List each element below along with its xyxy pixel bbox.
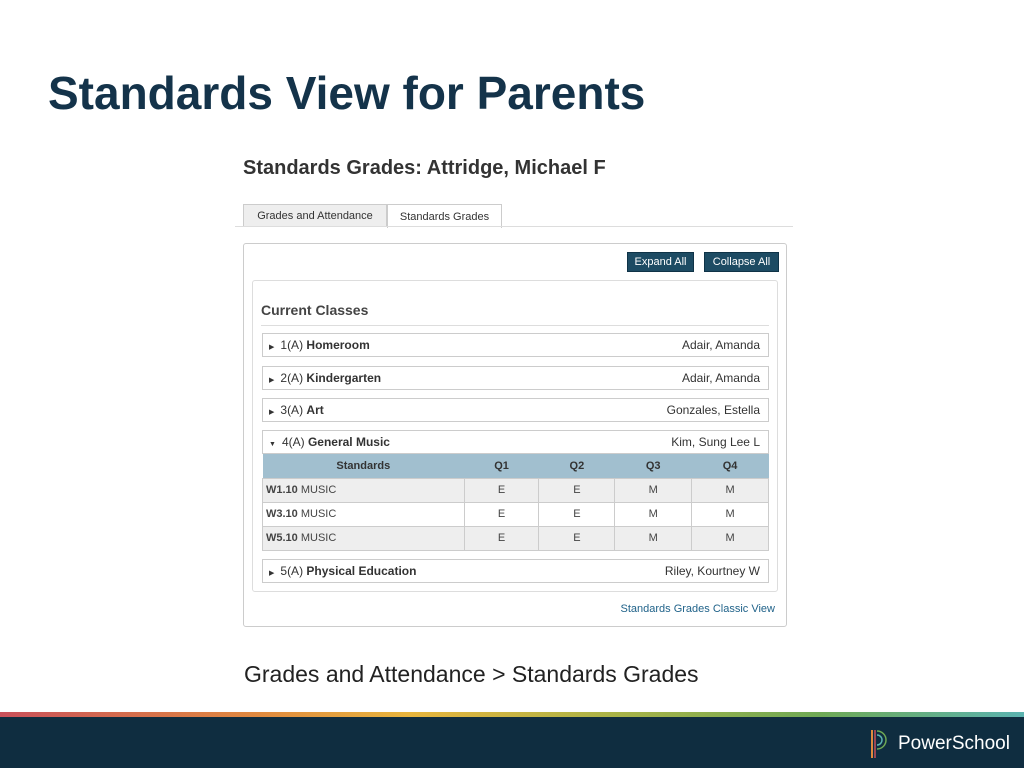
tab-standards-grades[interactable]: Standards Grades [387,204,502,228]
caret-right-icon: ▶ [269,409,275,416]
powerschool-p-icon [870,729,890,759]
class-name: Physical Education [306,564,417,578]
standard-cell: W5.10 MUSIC [263,526,465,550]
grade-cell: E [464,526,539,550]
column-header: Q4 [692,454,769,478]
teacher-name: Adair, Amanda [681,371,760,385]
caret-right-icon: ▶ [269,377,275,384]
class-name: General Music [307,435,390,449]
grade-cell: M [615,502,692,526]
grade-cell: M [692,478,769,502]
tab-grades-and-attendance[interactable]: Grades and Attendance [243,204,387,227]
table-row [263,502,769,526]
column-header: Standards [263,454,465,478]
navigation-caption: Grades and Attendance > Standards Grades [244,661,699,687]
class-row[interactable] [262,398,769,422]
grade-cell: M [692,526,769,550]
column-header: Q2 [539,454,615,478]
column-header: Q3 [615,454,692,478]
teacher-name: Kim, Sung Lee L [671,435,760,449]
grade-cell: E [539,478,615,502]
class-name: Homeroom [306,338,370,352]
standard-cell: W3.10 MUSIC [263,502,465,526]
classic-view-link[interactable]: Standards Grades Classic View [620,603,775,615]
table-header [263,454,769,478]
table-row [263,526,769,550]
column-header: Q1 [464,454,539,478]
class-code: 5(A) [280,564,304,578]
teacher-name: Riley, Kourtney W [664,564,760,578]
class-row-expanded[interactable] [262,430,769,454]
standards-table [262,454,769,551]
class-row[interactable] [262,366,769,390]
grade-cell: E [539,502,615,526]
grade-cell: E [539,526,615,550]
class-row[interactable] [262,333,769,357]
powerschool-logo [870,729,1010,759]
grade-cell: M [692,502,769,526]
grade-cell: E [464,502,539,526]
caret-down-icon: ▼ [269,441,276,448]
class-row[interactable] [262,559,769,583]
teacher-name: Gonzales, Estella [666,403,760,417]
class-code: 3(A) [280,403,304,417]
standard-cell: W1.10 MUSIC [263,478,465,502]
class-name: Kindergarten [306,371,382,385]
table-row [263,478,769,502]
grade-cell: E [464,478,539,502]
class-code: 4(A) [281,435,305,449]
class-code: 1(A) [280,338,304,352]
tab-divider [235,226,793,227]
grade-cell: M [615,478,692,502]
section-title: Current Classes [261,302,369,318]
teacher-name: Adair, Amanda [681,338,760,352]
class-code: 2(A) [280,371,304,385]
caret-right-icon: ▶ [269,570,275,577]
slide-title: Standards View for Parents [48,67,646,119]
divider [261,325,769,326]
grade-cell: M [615,526,692,550]
page-title: Standards Grades: Attridge, Michael F [243,157,606,179]
brand-name: PowerSchool [898,733,1010,754]
collapse-all-button[interactable]: Collapse All [704,252,779,272]
class-name: Art [306,403,324,417]
caret-right-icon: ▶ [269,344,275,351]
expand-all-button[interactable]: Expand All [627,252,694,272]
